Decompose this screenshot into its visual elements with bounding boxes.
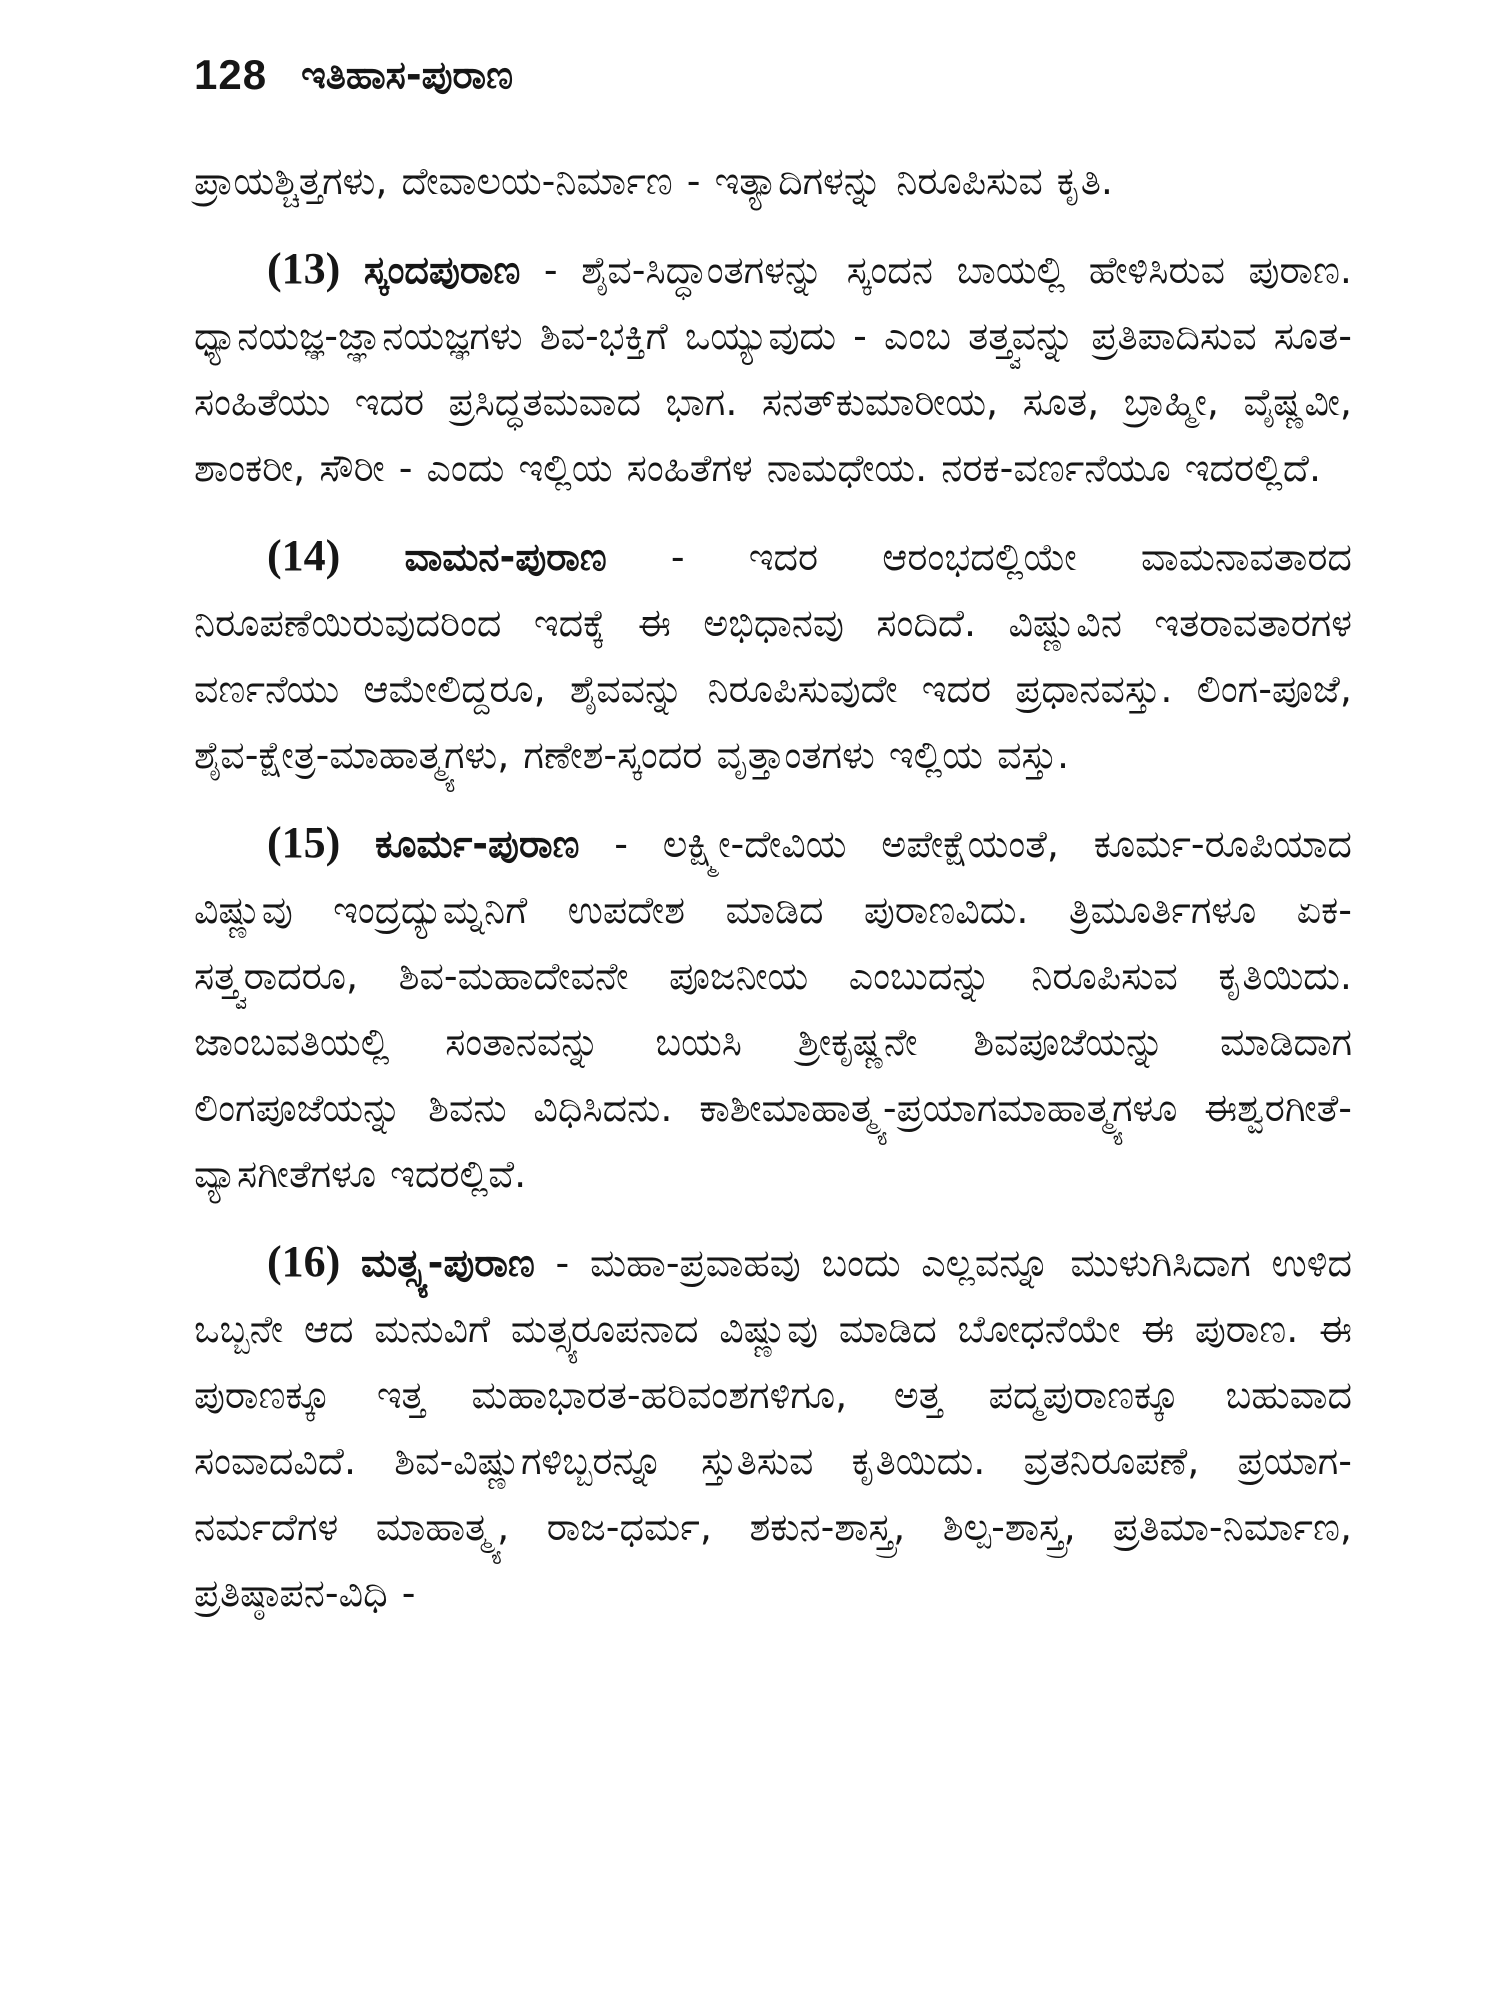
page-body [194, 148, 1352, 1626]
section-number: (16) [267, 1237, 341, 1286]
paragraph-text: - ಇದರ ಆರಂಭದಲ್ಲಿಯೇ ವಾಮನಾವತಾರದ ನಿರೂಪಣೆಯಿರುವುದರಿಂದ ಇದಕ್ಕೆ ಈ ಅಭಿಧಾನವು ಸಂದಿದೆ. ವಿಷ್ಣುವಿನ ಇತರಾವತಾರಗಳ ವರ್ಣನೆಯು ಆಮೇಲಿದ್ದರೂ, ಶೈವವನ್ನು ನಿರೂಪಿಸುವುದೇ ಇದರ ಪ್ರಧಾನವಸ್ತು. ಲಿಂಗ-ಪೂಜೆ, ಶೈವ-ಕ್ಷೇತ್ರ-ಮಾಹಾತ್ಮ್ಯಗಳು, ಗಣೇಶ-ಸ್ಕಂದರ ವೃತ್ತಾಂತಗಳು ಇಲ್ಲಿಯ ವಸ್ತು. [194, 535, 1352, 777]
page-number: 128 [194, 51, 268, 98]
section-number: (13) [267, 244, 341, 293]
paragraph-text: ಪ್ರಾಯಶ್ಚಿತ್ತಗಳು, ದೇವಾಲಯ-ನಿರ್ಮಾಣ - ಇತ್ಯಾದಿಗಳನ್ನು ನಿರೂಪಿಸುವ ಕೃತಿ. [194, 159, 1113, 203]
section-title: ಸ್ಕಂದಪುರಾಣ [363, 248, 521, 292]
section-title: ಕೂರ್ಮ-ಪುರಾಣ [375, 822, 580, 866]
paragraph-kurma-purana [194, 810, 1352, 1207]
paragraph-vamana-purana [194, 523, 1352, 788]
running-title: ಇತಿಹಾಸ-ಪುರಾಣ [301, 52, 514, 97]
page-header [194, 40, 513, 110]
paragraph-continuation [194, 148, 1352, 214]
section-title: ಮತ್ಸ್ಯ-ಪುರಾಣ [361, 1241, 535, 1285]
paragraph-skanda-purana [194, 236, 1352, 501]
paragraph-matsya-purana [194, 1229, 1352, 1626]
paragraph-text: - ಲಕ್ಷ್ಮೀ-ದೇವಿಯ ಅಪೇಕ್ಷೆಯಂತೆ, ಕೂರ್ಮ-ರೂಪಿಯಾದ ವಿಷ್ಣುವು ಇಂದ್ರದ್ಯುಮ್ನನಿಗೆ ಉಪದೇಶ ಮಾಡಿದ ಪುರಾಣವಿದು. ತ್ರಿಮೂರ್ತಿಗಳೂ ಏಕ-ಸತ್ತ್ವರಾದರೂ, ಶಿವ-ಮಹಾದೇವನೇ ಪೂಜನೀಯ ಎಂಬುದನ್ನು ನಿರೂಪಿಸುವ ಕೃತಿಯಿದು. ಜಾಂಬವತಿಯಲ್ಲಿ ಸಂತಾನವನ್ನು ಬಯಸಿ ಶ್ರೀಕೃಷ್ಣನೇ ಶಿವಪೂಜೆಯನ್ನು ಮಾಡಿದಾಗ ಲಿಂಗಪೂಜೆಯನ್ನು ಶಿವನು ವಿಧಿಸಿದನು. ಕಾಶೀಮಾಹಾತ್ಮ್ಯ-ಪ್ರಯಾಗಮಾಹಾತ್ಮ್ಯಗಳೂ ಈಶ್ವರಗೀತೆ-ವ್ಯಾಸಗೀತೆಗಳೂ ಇದರಲ್ಲಿವೆ. [194, 822, 1352, 1196]
paragraph-text: - ಶೈವ-ಸಿದ್ಧಾಂತಗಳನ್ನು ಸ್ಕಂದನ ಬಾಯಲ್ಲಿ ಹೇಳಿಸಿರುವ ಪುರಾಣ. ಧ್ಯಾನಯಜ್ಞ-ಜ್ಞಾನಯಜ್ಞಗಳು ಶಿವ-ಭಕ್ತಿಗೆ ಒಯ್ಯುವುದು - ಎಂಬ ತತ್ತ್ವವನ್ನು ಪ್ರತಿಪಾದಿಸುವ ಸೂತ-ಸಂಹಿತೆಯು ಇದರ ಪ್ರಸಿದ್ಧತಮವಾದ ಭಾಗ. ಸನತ್‌ಕುಮಾರೀಯ, ಸೂತ, ಬ್ರಾಹ್ಮೀ, ವೈಷ್ಣವೀ, ಶಾಂಕರೀ, ಸೌರೀ - ಎಂದು ಇಲ್ಲಿಯ ಸಂಹಿತೆಗಳ ನಾಮಧೇಯ. ನರಕ-ವರ್ಣನೆಯೂ ಇದರಲ್ಲಿದೆ. [194, 248, 1352, 490]
paragraph-text: - ಮಹಾ-ಪ್ರವಾಹವು ಬಂದು ಎಲ್ಲವನ್ನೂ ಮುಳುಗಿಸಿದಾಗ ಉಳಿದ ಒಬ್ಬನೇ ಆದ ಮನುವಿಗೆ ಮತ್ಸ್ಯರೂಪನಾದ ವಿಷ್ಣುವು ಮಾಡಿದ ಬೋಧನೆಯೇ ಈ ಪುರಾಣ. ಈ ಪುರಾಣಕ್ಕೂ ಇತ್ತ ಮಹಾಭಾರತ-ಹರಿವಂಶಗಳಿಗೂ, ಅತ್ತ ಪದ್ಮಪುರಾಣಕ್ಕೂ ಬಹುವಾದ ಸಂವಾದವಿದೆ. ಶಿವ-ವಿಷ್ಣುಗಳಿಬ್ಬರನ್ನೂ ಸ್ತುತಿಸುವ ಕೃತಿಯಿದು. ವ್ರತನಿರೂಪಣೆ, ಪ್ರಯಾಗ-ನರ್ಮದೆಗಳ ಮಾಹಾತ್ಮ್ಯ, ರಾಜ-ಧರ್ಮ, ಶಕುನ-ಶಾಸ್ತ್ರ, ಶಿಲ್ಪ-ಶಾಸ್ತ್ರ, ಪ್ರತಿಮಾ-ನಿರ್ಮಾಣ, ಪ್ರತಿಷ್ಠಾಪನ-ವಿಧಿ - [194, 1241, 1352, 1615]
section-number: (14) [267, 531, 341, 580]
section-title: ವಾಮನ-ಪುರಾಣ [404, 535, 607, 579]
section-number: (15) [267, 818, 341, 867]
